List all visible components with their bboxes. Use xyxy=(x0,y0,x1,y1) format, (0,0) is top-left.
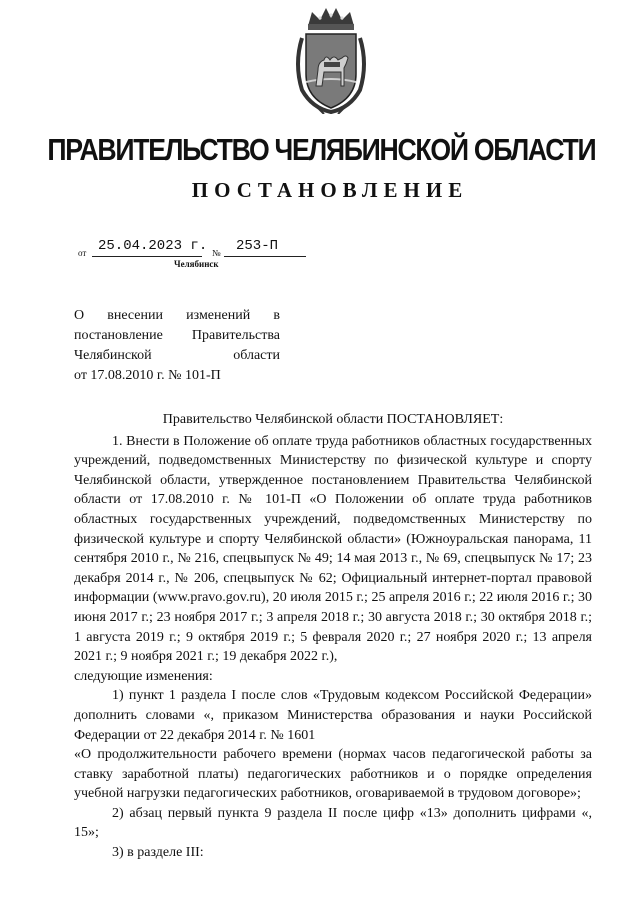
subject-line-3: Челябинской области xyxy=(74,348,280,363)
government-title: ПРАВИТЕЛЬСТВО ЧЕЛЯБИНСКОЙ ОБЛАСТИ xyxy=(47,132,596,167)
subject-line-2: постановление Правительства xyxy=(74,328,280,343)
subject-line-1: О внесении изменений в xyxy=(74,308,280,323)
item-1-tail: следующие изменения: xyxy=(74,668,213,684)
preamble: Правительство Челябинской области ПОСТАНОВЛЯЕТ: xyxy=(162,412,504,427)
subitem-1-continuation: «О продолжительности рабочего времени (нормах часов педагогической работы за ставку заработной платы) педагогических работников и о порядке определения учебной нагрузки педагогических работников, оговариваемой в трудовом договоре»; xyxy=(74,747,592,802)
number-underline xyxy=(224,256,306,257)
item-1: 1. Внести в Положение об оплате труда работников областных государственных учреждений, подведомственных Министерству по физической культуре и спорту Челябинской области, утвержденное постановлением Правительства Челябинской области от 17.08.2010 г. № 101-П «О Положении об оплате труда работников областных государственных учреждений, подведомственных Министерству по физической культуре и спорту Челябинской области» (Южноуральская панорама, 11 сентября 2010 г., № 216, спецвыпуск № 49; 14 мая 2013 г., № 69, спецвыпуск № 17; 23 декабря 2014 г., № 206, спецвыпуск № 62; Официальный интернет-портал правовой информации (www.pravo.gov.ru), 20 июля 2015 г.; 25 апреля 2016 г.; 22 июля 2016 г.; 30 июня 2017 г.; 23 ноября 2017 г.; 3 апреля 2018 г.; 30 августа 2018 г.; 30 октября 2018 г.; 1 августа 2019 г.; 9 октября 2019 г.; 5 февраля 2020 г.; 27 ноября 2020 г.; 13 апреля 2021 г.; 9 ноября 2021 г.; 19 декабря 2022 г.), xyxy=(74,433,592,665)
number-prefix: № xyxy=(212,248,221,258)
decree-date: 25.04.2023 г. xyxy=(98,238,208,254)
subject-line-4: от 17.08.2010 г. № 101-П xyxy=(74,368,221,383)
decree-number: 253-П xyxy=(236,238,279,254)
city-label: Челябинск xyxy=(174,259,219,269)
date-underline xyxy=(92,256,202,257)
date-prefix: от xyxy=(78,248,87,258)
subitem-1: 1) пункт 1 раздела I после слов «Трудовым кодексом Российской Федерации» дополнить словами «, приказом Министерства образования и науки Российской Федерации от 22 декабря 2014 г. № 1601 xyxy=(74,688,592,743)
coat-of-arms-emblem xyxy=(288,4,374,114)
document-type-heading: ПОСТАНОВЛЕНИЕ xyxy=(191,178,469,202)
subitem-2: 2) абзац первый пункта 9 раздела II после цифр «13» дополнить цифрами «, 15»; xyxy=(74,805,592,841)
decree-body xyxy=(74,410,592,863)
subject-block xyxy=(74,306,280,386)
subitem-3: 3) в разделе III: xyxy=(112,845,204,861)
